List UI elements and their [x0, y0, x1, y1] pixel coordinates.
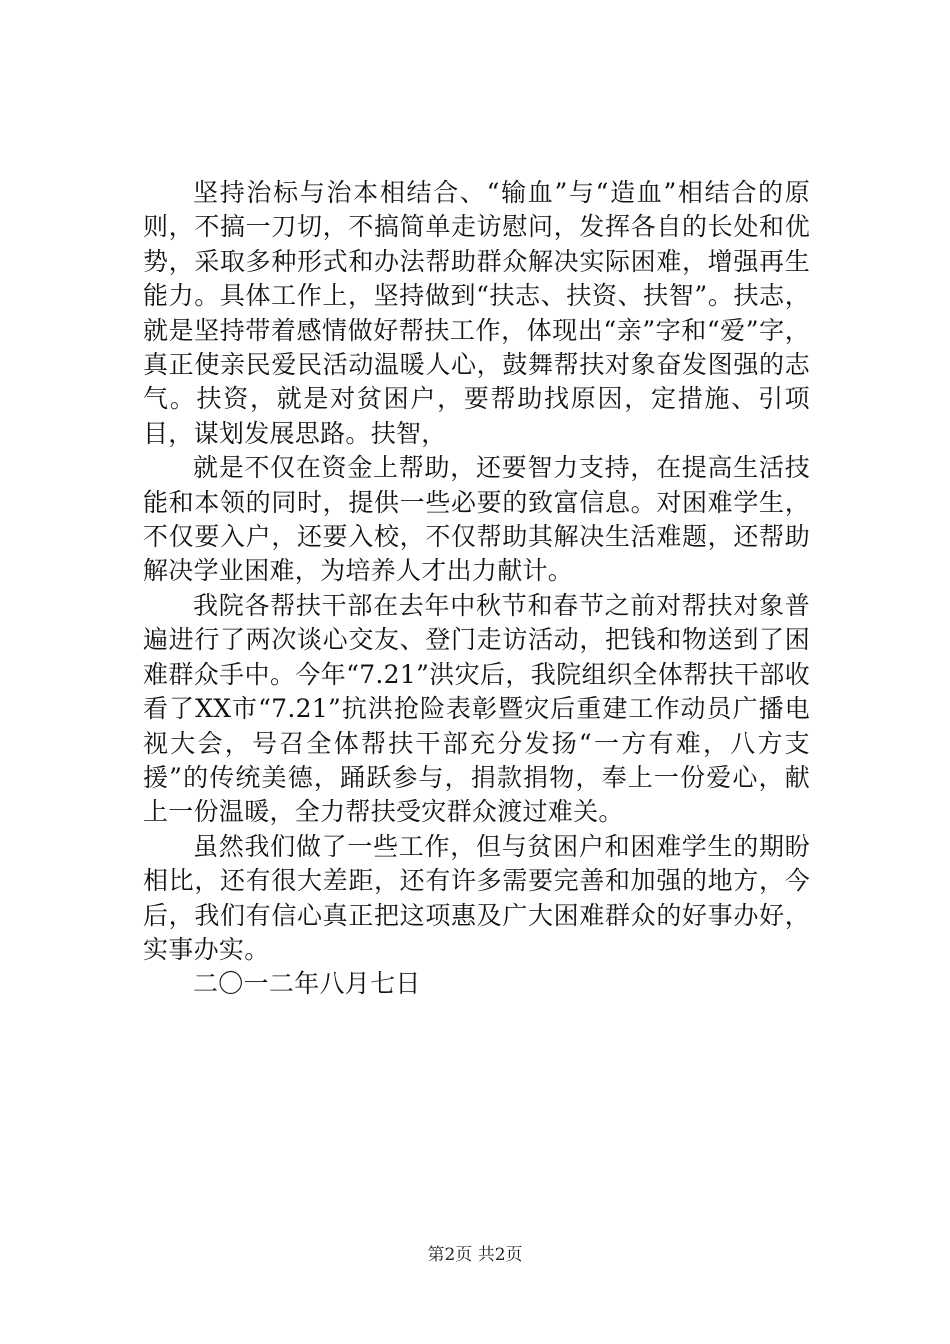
document-body — [143, 176, 810, 1002]
document-date: 二〇一二年八月七日 — [193, 969, 421, 999]
page-footer: 第2页 共2页 — [427, 1245, 523, 1265]
paragraph-2: 就是不仅在资金上帮助，还要智力支持，在提高生活技能和本领的同时，提供一些必要的致富信息。对困难学生，不仅要入户，还要入校，不仅帮助其解决生活难题，还帮助解决学业困难，为培养人才出力献计。 — [143, 453, 810, 586]
paragraph-4: 虽然我们做了一些工作，但与贫困户和困难学生的期盼相比，还有很大差距，还有许多需要完善和加强的地方，今后，我们有信心真正把这项惠及广大困难群众的好事办好，实事办实。 — [143, 831, 810, 964]
paragraph-1: 坚持治标与治本相结合、“输血”与“造血”相结合的原则，不搞一刀切，不搞简单走访慰问，发挥各自的长处和优势，采取多种形式和办法帮助群众解决实际困难，增强再生能力。具体工作上，坚持做到“扶志、扶资、扶智”。扶志，就是坚持带着感情做好帮扶工作，体现出“亲”字和“爱”字，真正使亲民爱民活动温暖人心，鼓舞帮扶对象奋发图强的志气。扶资，就是对贫困户，要帮助找原因，定措施、引项目，谋划发展思路。扶智， — [143, 178, 810, 448]
paragraph-3: 我院各帮扶干部在去年中秋节和春节之前对帮扶对象普遍进行了两次谈心交友、登门走访活动，把钱和物送到了困难群众手中。今年“7.21”洪灾后，我院组织全体帮扶干部收看了XX市“7.21”抗洪抢险表彰暨灾后重建工作动员广播电视大会，号召全体帮扶干部充分发扬“一方有难，八方支援”的传统美德，踊跃参与，捐款捐物，奉上一份爱心，献上一份温暖，全力帮扶受灾群众渡过难关。 — [143, 590, 810, 827]
